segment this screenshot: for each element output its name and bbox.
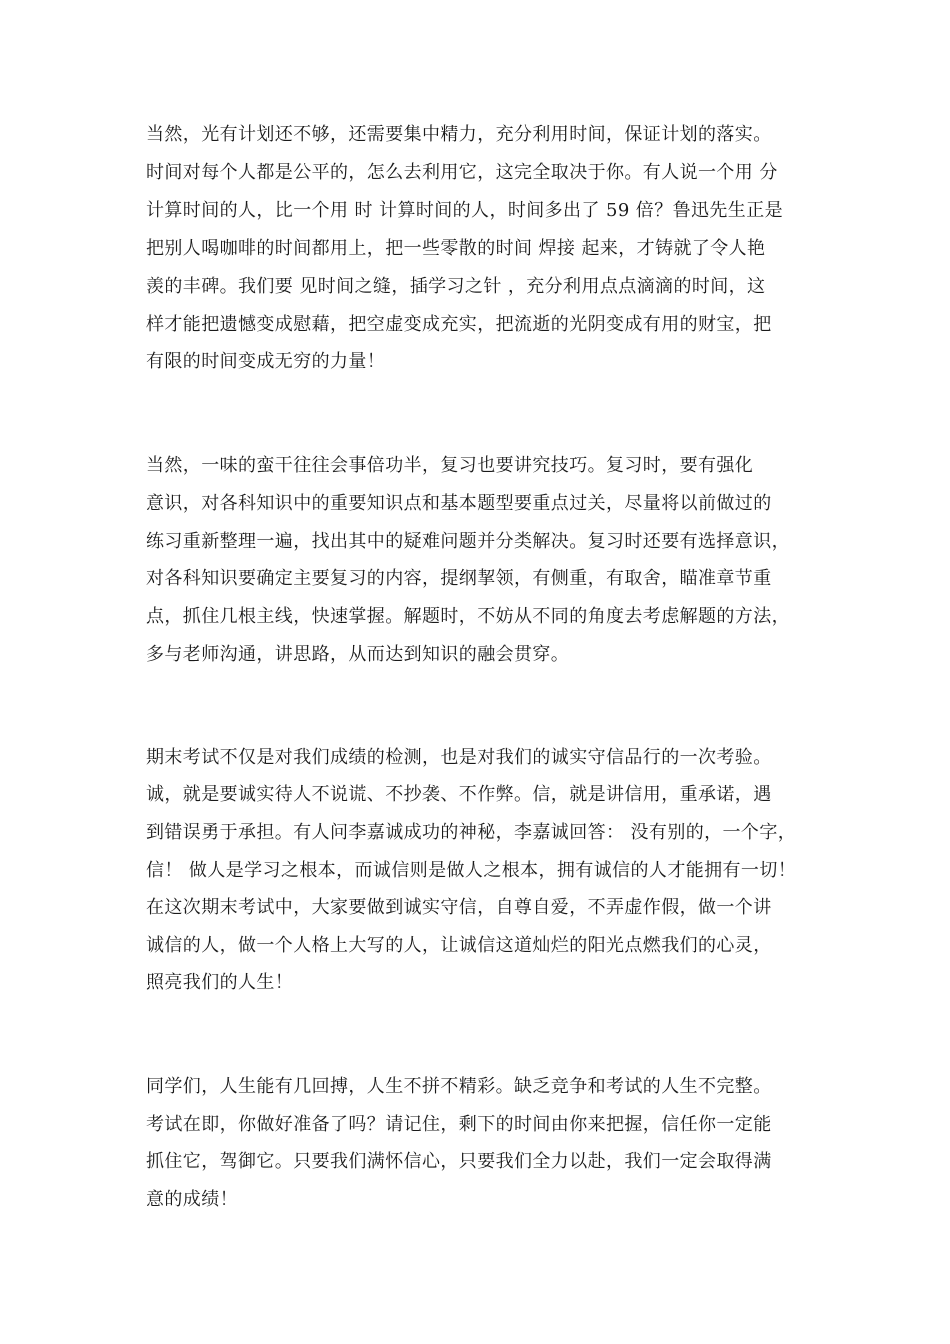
paragraph-1-line-2: 时间对每个人都是公平的，怎么去利用它，这完全取决于你。有人说一个用 分 bbox=[146, 162, 778, 183]
paragraph-4-line-4: 意的成绩！ bbox=[146, 1189, 238, 1210]
paragraph-1-line-5: 羡的丰碑。我们要 见时间之缝，插学习之针 ，充分利用点点滴滴的时间，这 bbox=[146, 276, 766, 297]
paragraph-1-line-6: 样才能把遗憾变成慰藉，把空虚变成充实，把流逝的光阴变成有用的财宝，把 bbox=[146, 314, 772, 335]
paragraph-4-line-2: 考试在即，你做好准备了吗？请记住，剩下的时间由你来把握，信任你一定能 bbox=[146, 1114, 772, 1135]
paragraph-2-line-3: 练习重新整理一遍，找出其中的疑难问题并分类解决。复习时还要有选择意识， bbox=[146, 531, 790, 552]
paragraph-1-line-1: 当然，光有计划还不够，还需要集中精力，充分利用时间，保证计划的落实。 bbox=[146, 124, 772, 145]
paragraph-1-line-7: 有限的时间变成无穷的力量！ bbox=[146, 351, 386, 372]
paragraph-3-line-4: 信！ 做人是学习之根本，而诚信则是做人之根本，拥有诚信的人才能拥有一切！ bbox=[146, 860, 797, 881]
paragraph-2-line-1: 当然，一味的蛮干往往会事倍功半，复习也要讲究技巧。复习时，要有强化 bbox=[146, 455, 754, 476]
paragraph-3-line-6: 诚信的人，做一个人格上大写的人，让诚信这道灿烂的阳光点燃我们的心灵， bbox=[146, 935, 772, 956]
paragraph-3-line-7: 照亮我们的人生！ bbox=[146, 972, 294, 993]
paragraph-3-line-1: 期末考试不仅是对我们成绩的检测，也是对我们的诚实守信品行的一次考验。 bbox=[146, 747, 772, 768]
paragraph-1-line-3: 计算时间的人，比一个用 时 计算时间的人，时间多出了 59 倍？鲁迅先生正是 bbox=[146, 200, 783, 221]
paragraph-2-line-5: 点，抓住几根主线，快速掌握。解题时，不妨从不同的角度去考虑解题的方法， bbox=[146, 606, 790, 627]
paragraph-1-line-4: 把别人喝咖啡的时间都用上，把一些零散的时间 焊接 起来，才铸就了令人艳 bbox=[146, 238, 766, 259]
paragraph-3-line-3: 到错误勇于承担。有人问李嘉诚成功的神秘，李嘉诚回答： 没有别的，一个字， bbox=[146, 822, 797, 843]
paragraph-4-line-3: 抓住它，驾御它。只要我们满怀信心，只要我们全力以赴，我们一定会取得满 bbox=[146, 1151, 772, 1172]
paragraph-3-line-2: 诚，就是要诚实待人不说谎、不抄袭、不作弊。信，就是讲信用，重承诺，遇 bbox=[146, 784, 772, 805]
paragraph-2-line-4: 对各科知识要确定主要复习的内容，提纲挈领，有侧重，有取舍，瞄准章节重 bbox=[146, 568, 772, 589]
paragraph-4-line-1: 同学们，人生能有几回搏，人生不拼不精彩。缺乏竞争和考试的人生不完整。 bbox=[146, 1076, 772, 1097]
paragraph-2-line-6: 多与老师沟通，讲思路，从而达到知识的融会贯穿。 bbox=[146, 644, 570, 665]
paragraph-2-line-2: 意识，对各科知识中的重要知识点和基本题型要重点过关，尽量将以前做过的 bbox=[146, 493, 772, 514]
paragraph-3-line-5: 在这次期末考试中，大家要做到诚实守信，自尊自爱，不弄虚作假，做一个讲 bbox=[146, 897, 772, 918]
